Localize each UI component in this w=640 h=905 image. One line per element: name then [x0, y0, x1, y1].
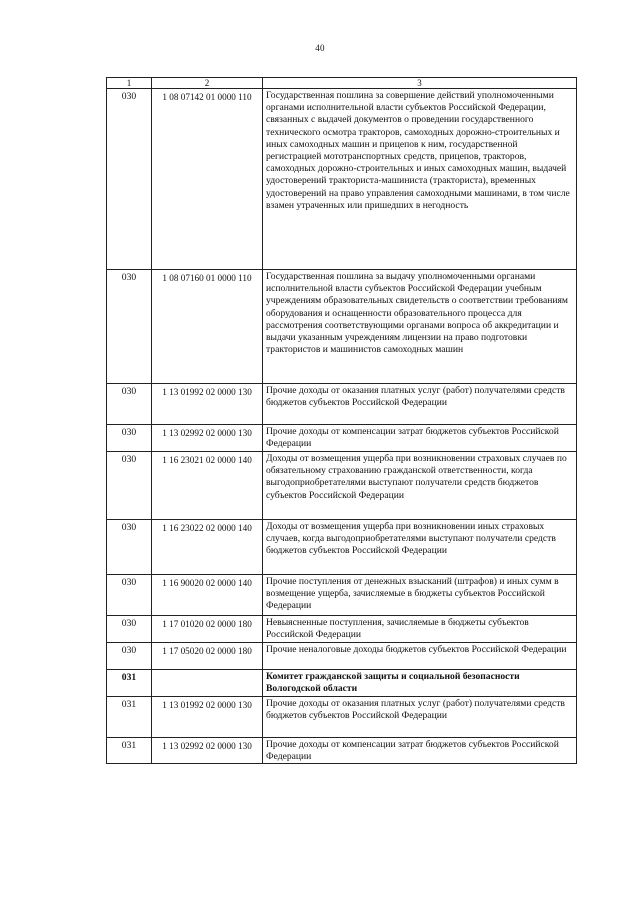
- admin-code-cell: 030: [107, 520, 152, 575]
- budget-code-cell: 1 08 07160 01 0000 110: [152, 270, 263, 384]
- admin-code-cell: 030: [107, 452, 152, 520]
- budget-code-cell: 1 08 07142 01 0000 110: [152, 89, 263, 270]
- description-cell: Доходы от возмещения ущерба при возникновении страховых случаев по обязательному страхованию гражданской ответственности, когда выгодоприобретателями выступают получатели средств бюджетов субъектов Российской Федерации: [263, 452, 577, 520]
- table-row: [107, 738, 577, 764]
- header-col-1: 1: [107, 78, 152, 89]
- budget-code-cell: 1 13 01992 02 0000 130: [152, 697, 263, 738]
- description-cell: Прочие доходы от оказания платных услуг (работ) получателями средств бюджетов субъектов Российской Федерации: [263, 697, 577, 738]
- table-row: [107, 697, 577, 738]
- table-row: [107, 643, 577, 670]
- admin-code-cell: 031: [107, 670, 152, 697]
- table-row: [107, 452, 577, 520]
- budget-code-cell: 1 17 01020 02 0000 180: [152, 616, 263, 643]
- header-col-3: 3: [263, 78, 577, 89]
- admin-code-cell: 030: [107, 616, 152, 643]
- budget-code-cell: 1 13 02992 02 0000 130: [152, 738, 263, 764]
- budget-code-cell: 1 13 02992 02 0000 130: [152, 425, 263, 452]
- table-row: [107, 89, 577, 270]
- description-cell: Прочие неналоговые доходы бюджетов субъектов Российской Федерации: [263, 643, 577, 670]
- budget-code-cell: [152, 670, 263, 697]
- admin-code-cell: 030: [107, 575, 152, 616]
- budget-code-cell: 1 16 90020 02 0000 140: [152, 575, 263, 616]
- table-row: [107, 670, 577, 697]
- admin-code-cell: 030: [107, 643, 152, 670]
- description-cell: Прочие доходы от оказания платных услуг (работ) получателями средств бюджетов субъектов Российской Федерации: [263, 384, 577, 425]
- description-cell: Прочие доходы от компенсации затрат бюджетов субъектов Российской Федерации: [263, 425, 577, 452]
- budget-code-cell: 1 16 23022 02 0000 140: [152, 520, 263, 575]
- budget-code-cell: 1 17 05020 02 0000 180: [152, 643, 263, 670]
- table-row: [107, 425, 577, 452]
- table-header-row: [107, 78, 577, 89]
- table-row: [107, 270, 577, 384]
- table-row: [107, 520, 577, 575]
- description-cell: Невыясненные поступления, зачисляемые в бюджеты субъектов Российской Федерации: [263, 616, 577, 643]
- description-cell: Государственная пошлина за выдачу уполномоченными органами исполнительной власти субъектов Российской Федерации учебным учреждениям образовательных свидетельств о соответствии требованиям оборудования и оснащенности образовательного процесса для рассмотрения соответствующими органами вопроса об аккредитации и выдачи указанным учреждениям лицензии на право подготовки трактористов и машинистов самоходных машин: [263, 270, 577, 384]
- admin-code-cell: 031: [107, 697, 152, 738]
- budget-code-cell: 1 16 23021 02 0000 140: [152, 452, 263, 520]
- table-row: [107, 575, 577, 616]
- description-cell: Доходы от возмещения ущерба при возникновении иных страховых случаев, когда выгодоприобретателями выступают получатели средств бюджетов субъектов Российской Федерации: [263, 520, 577, 575]
- admin-code-cell: 030: [107, 425, 152, 452]
- description-cell: Государственная пошлина за совершение действий уполномоченными органами исполнительной власти субъектов Российской Федерации, связанных с выдачей документов о проведении государственного технического осмотра тракторов, самоходных дорожно-строительных и иных самоходных машин и прицепов к ним, государственной регистрацией мототранспортных средств, прицепов, тракторов, самоходных дорожно-строительных и иных самоходных машин, выдачей удостоверений тракториста-машиниста (тракториста), временных удостоверений на право управления самоходными машинами, в том числе взамен утраченных или пришедших в негодность: [263, 89, 577, 270]
- admin-code-cell: 031: [107, 738, 152, 764]
- budget-code-cell: 1 13 01992 02 0000 130: [152, 384, 263, 425]
- admin-code-cell: 030: [107, 89, 152, 270]
- table-body: [107, 78, 577, 764]
- header-col-2: 2: [152, 78, 263, 89]
- description-cell: Прочие доходы от компенсации затрат бюджетов субъектов Российской Федерации: [263, 738, 577, 764]
- description-cell: Прочие поступления от денежных взысканий (штрафов) и иных сумм в возмещение ущерба, зачисляемые в бюджеты субъектов Российской Федерации: [263, 575, 577, 616]
- page-number: 40: [315, 43, 325, 53]
- description-cell: Комитет гражданской защиты и социальной безопасности Вологодской области: [263, 670, 577, 697]
- admin-code-cell: 030: [107, 270, 152, 384]
- table-row: [107, 384, 577, 425]
- revenue-codes-table: [106, 77, 577, 764]
- admin-code-cell: 030: [107, 384, 152, 425]
- table-row: [107, 616, 577, 643]
